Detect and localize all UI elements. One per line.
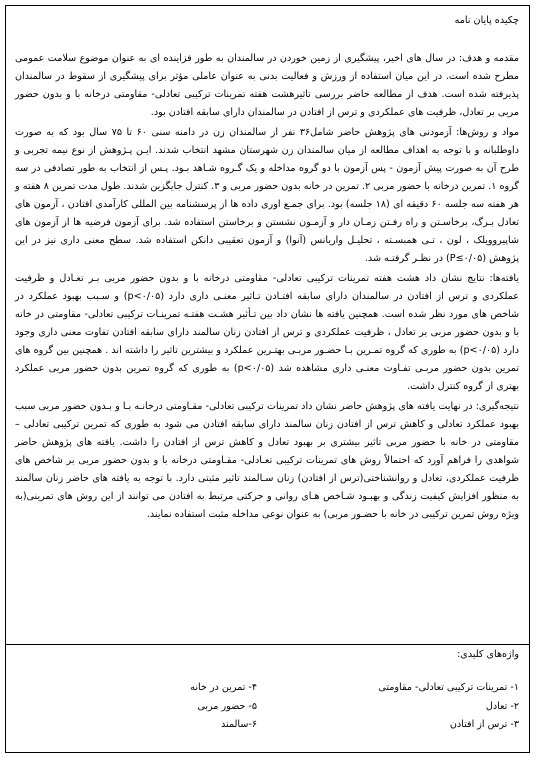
keyword-item: ۲- تعادل [485,701,519,712]
keywords-section [6,645,529,752]
keyword-item: ۴- تمرین در خانه [190,682,257,693]
abstract-frame [5,5,530,753]
keyword-item: ۶-سالمند [221,719,257,730]
keywords-title: واژه‌های کلیدی: [457,649,519,660]
conclusion-paragraph: نتیجه‌گیری: در نهایت یافته های پژوهش حاضر نشان داد تمرینات ترکیبی تعادلی- مقـاومتی درخانـه بـا و بـدون حضور مربی سبب بهبود عملکرد تعادلی و کاهش ترس از افتادن زنان سالمند دارای سابقه افتادن می شود به طوری که تمرین ترکیبی تعادلی – مقاومتی در خانه با حضور مربی تاثیر بیشتری بر بهبود تعادل و کاهش ترس از افتادن را داشت. یافته های پژوهش حاضر شواهدی را فراهم آورد که احتمالاً روش های تمرینات ترکیبی تعـادلی- مقـاومتی درخانه با و بدون حضور مربی بر شاخص های ظرفیت عملکردی، تعادل و روانشناختی(ترس از افتادن) زنان سـالمند تاثیر مثبتی دارد. با توجه به یافته های حاضر زنان سالمند به منظور افزایش کیفیت زندگی و بهبـود شـاخص هـای روانی و حرکتی مرتبط به افتادن می توانند از این روش های تمرینی(به ویژه روش تمرین ترکیبی در خانه با حضـور مربی) به عنوان نوعی مداخله مثبت استفاده نمایند. [15,401,519,520]
results-paragraph: یافته‌ها: نتایج نشان داد هشت هفته تمرینات ترکیبی تعادلی- مقاومتی درخانه با و بدون حضور مربی بـر تعـادل و ظرفیت عملکردی و ترس از افتادن در سالمندان دارای سابقه افتـادن تـاثیر معنـی داری دارد (p<۰/۰۵) و سـبب بهبود عملکرد در شاخص های مورد نظر شده است. همچنین یافته ها نشان داد بین تـأثیر هشـت هفتـه تمرینـات ترکیبی تعادلی- مقاومتی در خانه با و بدون حضور مربی بر تعادل ، ظرفیت عملکردی و ترس از افتادن زنان سالمند دارای سابقه افتادن تفاوت معنی داری وجود دارد (p<۰/۰۵) به طوری که گروه تمـرین بـا حضـور مربـی بهتـرین عملکرد و بیشترین تاثیر را داشته اند . همچنین بین گروه های تمرین بدون حضور مربـی تفـاوت معنـی داری مشاهده شد (p<۰/۰۵) به طوری که گروه تمرین بدون حضور مربی عملکرد بهتری از گروه کنترل داشت. [15,273,519,392]
abstract-title: چکیده پایان نامه [454,15,519,26]
keyword-item: ۳- ترس از افتادن [449,719,519,730]
keyword-item: ۵- حضور مربی [197,701,257,712]
abstract-section [6,6,529,645]
introduction-paragraph: مقدمه و هدف: در سال های اخیر، پیشگیری از زمین خوردن در سالمندان به طور فزاینده ای به عنوان موضوع سلامت عمومی مطرح شده است. در این میان استفاده از ورزش و فعالیت بدنی به عنوان عاملی مؤثر برای پیشگیری از سقوط در سالمندان پذیرفته شده است. هدف از مطالعه حاضر بررسی تاثیرهشت هفته تمرینات ترکیبی تعادلی- مقاومتی درخانه با و بدون حضور مربی بر تعادل، ظرفیت های عملکردی و ترس از افتادن در سالمندان دارای سابقه افتادن بود. [15,53,519,118]
methods-paragraph: مواد و روش‌ها: آزمودنی های پژوهش حاضر شامل۳۶ نفر از سالمندان زن در دامنه سنی ۶۰ تا ۷۵ سال بود که به صورت داوطلبانه و با توجه به اهداف مطالعه از میان سالمندان زن شهرستان مشهد انتخاب شدند. ایـن پـژوهش از نوع نیمه تجربی و طرح آن به صورت پیش آزمون - پس آزمون با دو گروه مداخله و یک گـروه شـاهد بـود. پـس از انتخاب به طور تصادفی در سه گروه ۱. تمرین درخانه با حضور مربی ۲. تمرین در خانه بدون حضور مربی و ۳. کنترل جایگزین شدند. طول مدت تمرین ۸ هفته و هر هفته سه جلسه ۶۰ دقیقه ای (۱۸ جلسه) بود. برای جمـع اوری داده ها از پرسشنامه بین المللی کارآمدی افتادن ، آزمون های تعادل بـرگ، برخاسـتن و راه رفـتن زمـان دار و آزمـون نشستن و برخاستن استفاده شد. برای آزمون فرضیه ها از آزمون های شاپیرو‌ویلک ، لون ، تـی همبسـته ، تحلیـل واریانس (آنوا) و آزمون تعقیبی دانکن استفاده شد. سطح معنی داری نیز در این پژوهش (P≤۰/۰۵) در نظـر گرفتـه شد. [15,127,519,264]
keyword-item: ۱- تمرینات ترکیبی تعادلی- مقاومتی [378,682,519,693]
